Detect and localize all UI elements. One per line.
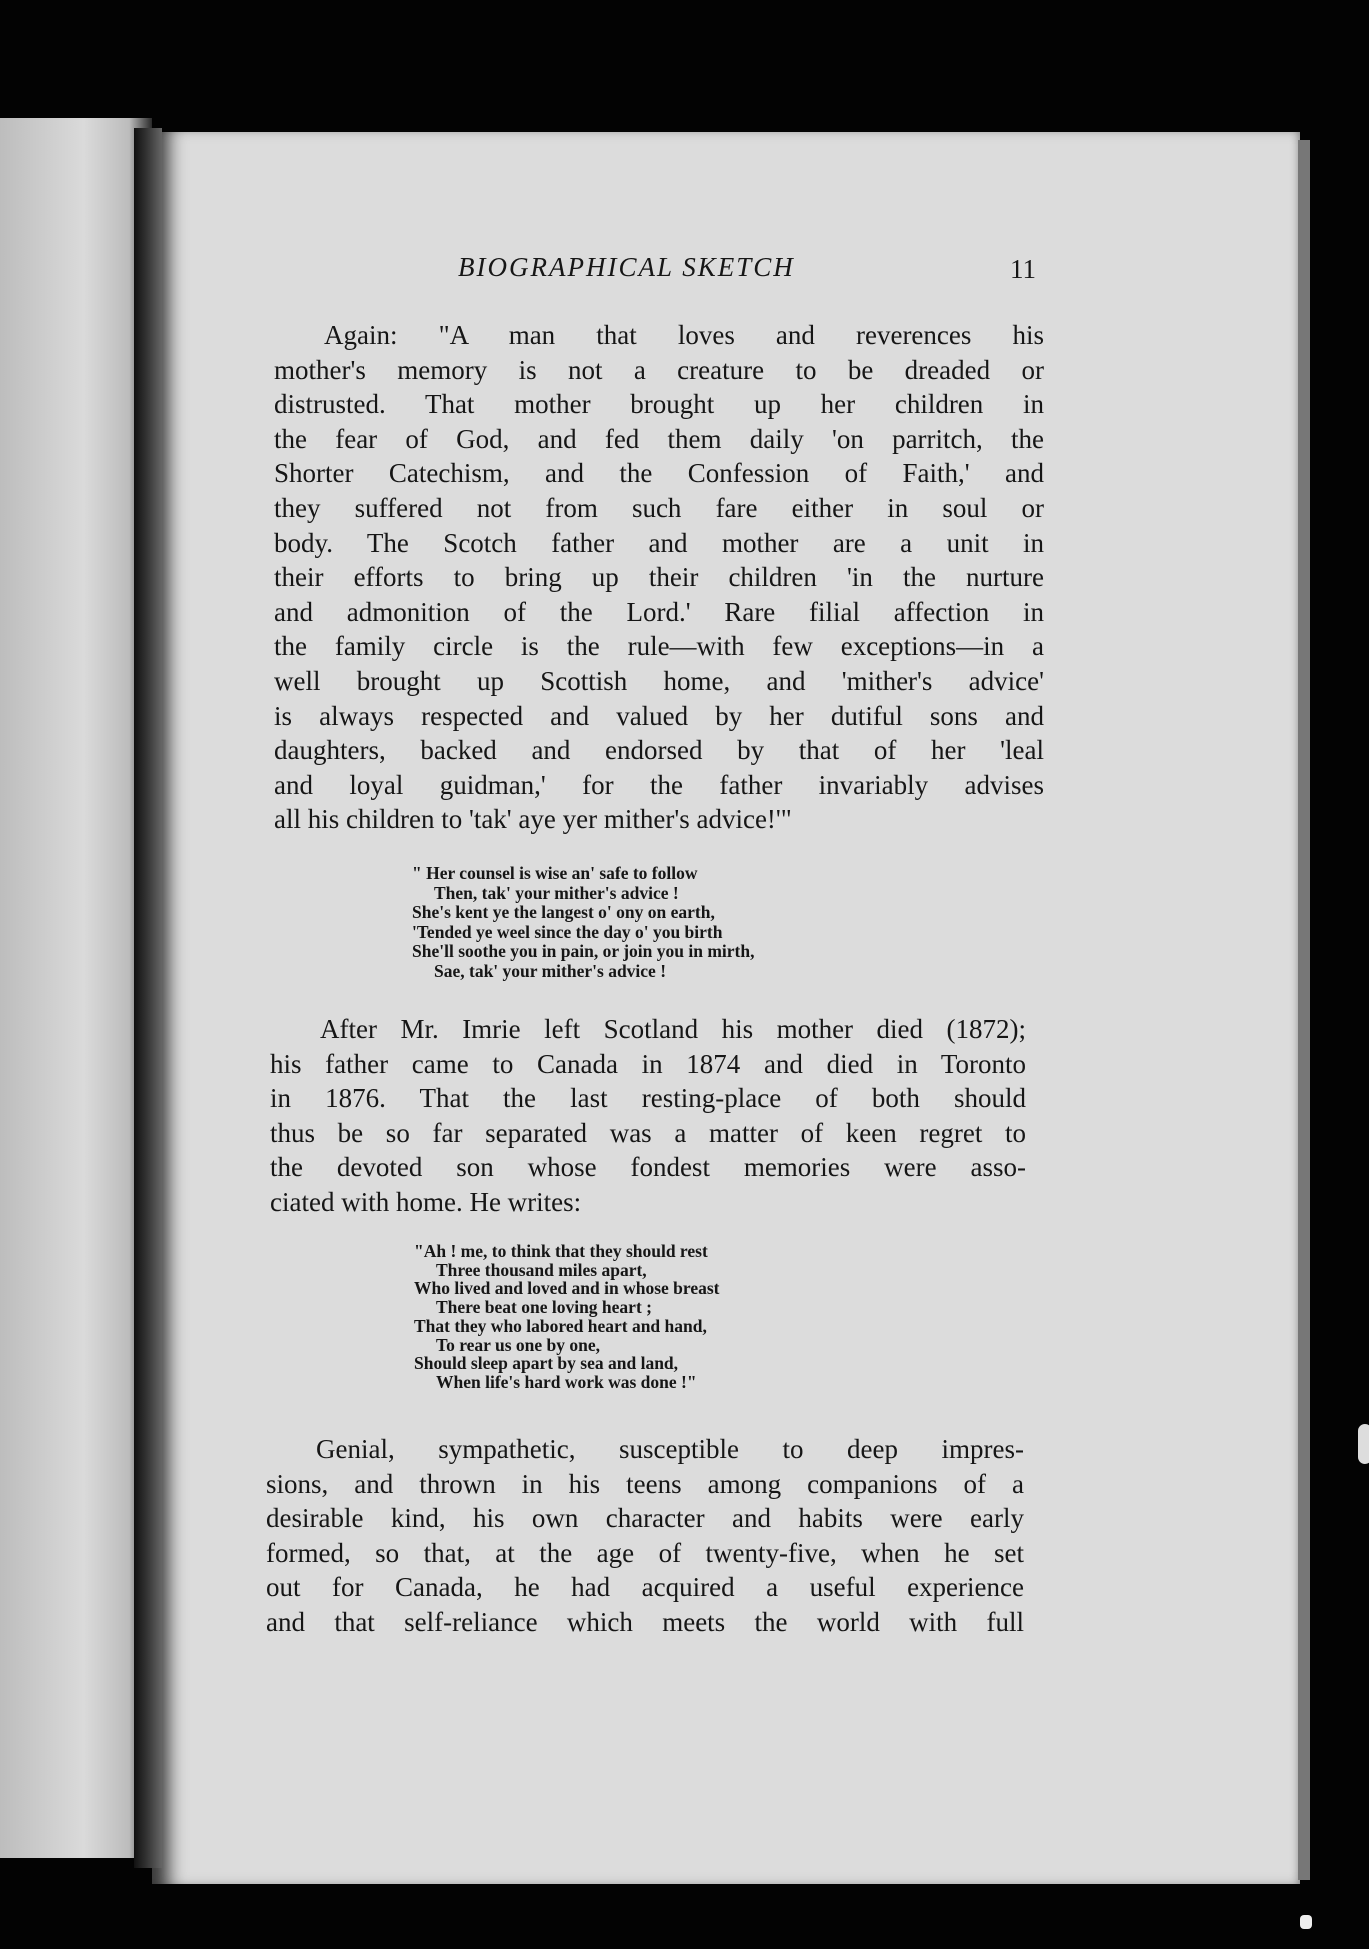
- text-line: body. The Scotch father and mother are a unit in: [274, 527, 1044, 558]
- paragraph-again-quote: [274, 318, 1044, 837]
- text-line: desirable kind, his own character and habits were early: [266, 1503, 1024, 1534]
- running-head: BIOGRAPHICAL SKETCH: [458, 252, 795, 282]
- poem-line: To rear us one by one,: [436, 1334, 601, 1355]
- text-line: sions, and thrown in his teens among companions of a: [266, 1468, 1024, 1499]
- text-line: well brought up Scottish home, and 'mither's advice': [274, 665, 1044, 696]
- text-line: daughters, backed and endorsed by that of her 'leal: [274, 735, 1044, 766]
- text-line: Genial, sympathetic, susceptible to deep impres-: [316, 1434, 1024, 1464]
- text-line: and admonition of the Lord.' Rare filial affection in: [274, 596, 1044, 627]
- left-page-edge: [0, 118, 152, 1858]
- poem-line: Should sleep apart by sea and land,: [414, 1353, 679, 1374]
- scan-artifact: [1358, 1424, 1369, 1464]
- text-line: formed, so that, at the age of twenty-five, when he set: [266, 1537, 1024, 1568]
- poem-line: She'll soothe you in pain, or join you in mirth,: [412, 941, 755, 961]
- poem-line: "Ah ! me, to think that they should rest: [414, 1241, 708, 1261]
- scan-artifact: [1300, 1915, 1312, 1929]
- text-line: and loyal guidman,' for the father invariably advises: [274, 769, 1044, 800]
- poem-line: Three thousand miles apart,: [436, 1259, 647, 1280]
- text-line: their efforts to bring up their children 'in the nurture: [274, 562, 1044, 593]
- text-line: the fear of God, and fed them daily 'on parritch, the: [274, 423, 1044, 454]
- text-line: After Mr. Imrie left Scotland his mother died (1872);: [320, 1014, 1026, 1044]
- book-gutter: [134, 128, 162, 1868]
- text-line: his father came to Canada in 1874 and died in Toronto: [270, 1048, 1026, 1079]
- poem-line: When life's hard work was done !": [436, 1371, 697, 1392]
- text-line: is always respected and valued by her dutiful sons and: [274, 700, 1044, 731]
- text-line: mother's memory is not a creature to be dreaded or: [274, 354, 1044, 385]
- text-line: the family circle is the rule—with few exceptions—in a: [274, 631, 1044, 662]
- text-line: ciated with home. He writes:: [270, 1186, 582, 1217]
- poem-line: She's kent ye the langest o' ony on earth,: [412, 902, 715, 922]
- text-line: thus be so far separated was a matter of keen regret to: [270, 1117, 1026, 1148]
- text-line: Shorter Catechism, and the Confession of Faith,' and: [274, 458, 1044, 489]
- poem-line: Who lived and loved and in whose breast: [414, 1278, 720, 1299]
- poem-line: Sae, tak' your mither's advice !: [434, 960, 667, 981]
- paragraph-genial-sympathetic: [266, 1432, 1024, 1640]
- poem-line: 'Tended ye weel since the day o' you birth: [412, 921, 723, 942]
- page-number: 11: [1010, 254, 1036, 284]
- poem-line: That they who labored heart and hand,: [414, 1315, 707, 1336]
- page-right-border: [1298, 140, 1310, 1880]
- poem-line: " Her counsel is wise an' safe to follow: [412, 863, 698, 883]
- text-line: out for Canada, he had acquired a useful experience: [266, 1572, 1024, 1603]
- poem-three-thousand-miles: [414, 1242, 720, 1392]
- text-line: and that self-reliance which meets the world with full: [266, 1606, 1024, 1637]
- text-line: Again: "A man that loves and reverences his: [324, 320, 1044, 350]
- text-line: the devoted son whose fondest memories were asso-: [270, 1152, 1026, 1183]
- poem-line: Then, tak' your mither's advice !: [434, 882, 679, 903]
- poem-line: There beat one loving heart ;: [436, 1297, 652, 1318]
- text-line: all his children to 'tak' aye yer mither's advice!'": [274, 804, 792, 835]
- text-line: in 1876. That the last resting-place of both should: [270, 1083, 1026, 1114]
- paragraph-after-imrie-left: [270, 1012, 1026, 1220]
- text-line: they suffered not from such fare either in soul or: [274, 492, 1044, 523]
- text-line: distrusted. That mother brought up her children in: [274, 389, 1044, 420]
- poem-mithers-advice: [412, 864, 754, 981]
